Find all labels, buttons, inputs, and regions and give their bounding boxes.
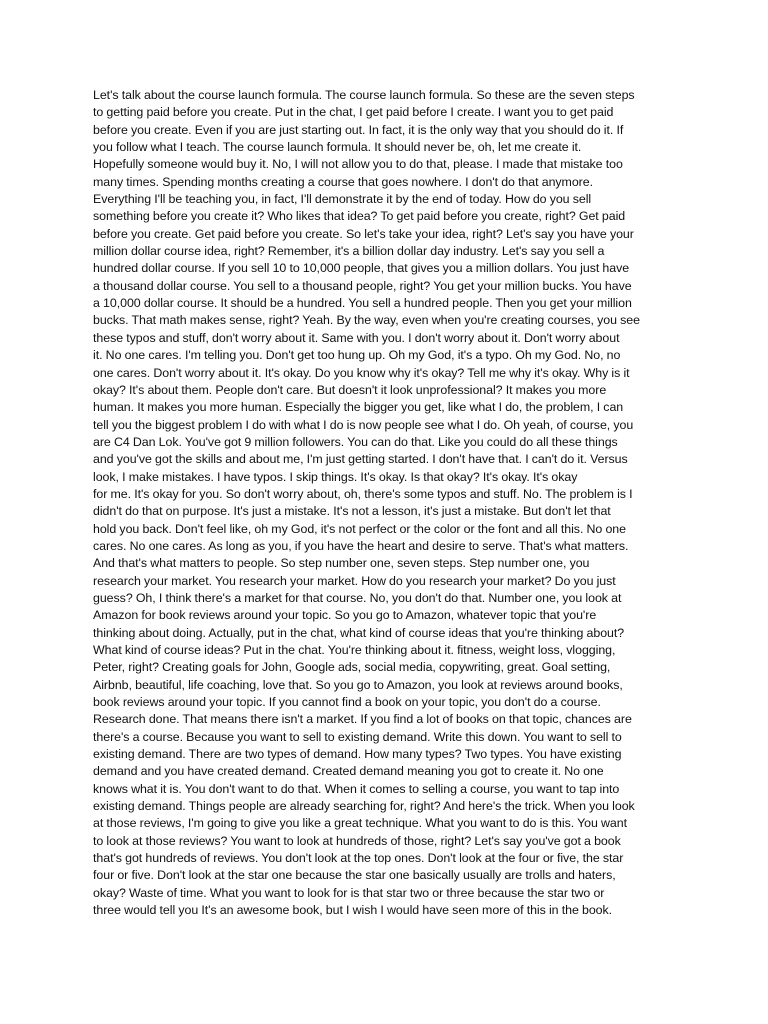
transcript-line: thinking about doing. Actually, put in the chat, what kind of course ideas that you're thinking about? (93, 625, 625, 640)
transcript-line: are C4 Dan Lok. You've got 9 million followers. You can do that. Like you could do all these things (93, 434, 618, 449)
transcript-line: there's a course. Because you want to sell to existing demand. Write this down. You want to sell to (93, 729, 622, 744)
transcript-line: And that's what matters to people. So step number one, seven steps. Step number one, you (93, 556, 590, 571)
transcript-line: hold you back. Don't feel like, oh my God, it's not perfect or the color or the font and all this. No one (93, 521, 626, 536)
transcript-line: What kind of course ideas? Put in the chat. You're thinking about it. fitness, weight loss, vlogging, (93, 643, 616, 657)
transcript-line: research your market. You research your market. How do you research your market? Do you just (93, 573, 616, 588)
transcript-line: three would tell you It's an awesome book, but I wish I would have seen more of this in the book. (93, 903, 613, 918)
transcript-line: bucks. That math makes sense, right? Yeah. By the way, even when you're creating courses, you see (93, 313, 640, 328)
transcript-line: four or five. Don't look at the star one because the star one basically usually are trolls and haters, (93, 868, 616, 883)
transcript-line: many times. Spending months creating a course that goes nowhere. I don't do that anymore. (93, 174, 593, 189)
transcript-line: at those reviews, I'm going to give you like a great technique. What you want to do is this. You want (93, 816, 627, 831)
transcript-line: okay? It's about them. People don't care. But doesn't it look unprofessional? It makes you more (93, 382, 607, 397)
transcript-line: for me. It's okay for you. So don't worry about, oh, there's some typos and stuff. No. The problem is I (93, 486, 633, 501)
transcript-line: didn't do that on purpose. It's just a mistake. It's not a lesson, it's just a mistake. But don't let that (93, 504, 611, 519)
transcript-line: Let's talk about the course launch formula. The course launch formula. So these are the seven steps (93, 88, 635, 102)
transcript-line: human. It makes you more human. Especially the bigger you get, like what I do, the problem, I can (93, 400, 624, 415)
transcript-paragraph (93, 87, 677, 920)
transcript-line: existing demand. Things people are already searching for, right? And here's the trick. When you look (93, 799, 635, 814)
document-page (93, 87, 677, 920)
transcript-line: these typos and stuff, don't worry about it. Same with you. I don't worry about it. Don't worry about (93, 330, 620, 345)
transcript-line: Peter, right? Creating goals for John, Google ads, social media, copywriting, great. Goal setting, (93, 660, 611, 675)
transcript-line: one cares. Don't worry about it. It's okay. Do you know why it's okay? Tell me why it's okay. Why is it (93, 365, 630, 380)
transcript-line: knows what it is. You don't want to do that. When it comes to selling a course, you want to tap into (93, 781, 620, 796)
transcript-line: to getting paid before you create. Put in the chat, I get paid before I create. I want you to get paid (93, 105, 614, 120)
transcript-line: look, I make mistakes. I have typos. I skip things. It's okay. Is that okay? It's okay. It's okay (93, 469, 578, 484)
transcript-line: okay? Waste of time. What you want to look for is that star two or three because the star two or (93, 885, 605, 900)
transcript-line: before you create. Get paid before you create. So let's take your idea, right? Let's say you have your (93, 226, 634, 241)
transcript-line: Airbnb, beautiful, life coaching, love that. So you go to Amazon, you look at reviews around books, (93, 677, 623, 692)
transcript-line: Everything I'll be teaching you, in fact, I'll demonstrate it by the end of today. How do you sell (93, 192, 592, 207)
transcript-line: you follow what I teach. The course launch formula. It should never be, oh, let me create it. (93, 140, 582, 155)
transcript-line: Research done. That means there isn't a market. If you find a lot of books on that topic, chances are (93, 712, 632, 727)
transcript-line: Hopefully someone would buy it. No, I will not allow you to do that, please. I made that mistake too (93, 157, 623, 172)
transcript-line: to look at those reviews? You want to look at hundreds of those, right? Let's say you've got a book (93, 833, 621, 848)
transcript-line: that's got hundreds of reviews. You don't look at the top ones. Don't look at the four or five, the star (93, 851, 624, 866)
transcript-line: something before you create it? Who likes that idea? To get paid before you create, right? Get paid (93, 209, 626, 224)
transcript-line: it. No one cares. I'm telling you. Don't get too hung up. Oh my God, it's a typo. Oh my God. No, no (93, 348, 621, 363)
transcript-line: million dollar course idea, right? Remember, it's a billion dollar day industry. Let's say you sell a (93, 244, 605, 259)
transcript-line: Amazon for book reviews around your topic. So you go to Amazon, whatever topic that you're (93, 608, 597, 623)
transcript-line: before you create. Even if you are just starting out. In fact, it is the only way that you should do it. If (93, 122, 624, 137)
transcript-line: cares. No one cares. As long as you, if you have the heart and desire to serve. That's what matters. (93, 538, 629, 553)
transcript-line: demand and you have created demand. Created demand meaning you got to create it. No one (93, 764, 604, 779)
transcript-line: a 10,000 dollar course. It should be a hundred. You sell a hundred people. Then you get your million (93, 296, 632, 311)
transcript-line: guess? Oh, I think there's a market for that course. No, you don't do that. Number one, you look at (93, 590, 622, 605)
transcript-line: existing demand. There are two types of demand. How many types? Two types. You have existing (93, 747, 622, 762)
transcript-line: hundred dollar course. If you sell 10 to 10,000 people, that gives you a million dollars. You just have (93, 261, 630, 276)
transcript-line: and you've got the skills and about me, I'm just getting started. I don't have that. I can't do it. Versus (93, 452, 628, 467)
transcript-line: tell you the biggest problem I do with what I do is now people see what I do. Oh yeah, of course, you (93, 417, 634, 432)
transcript-line: a thousand dollar course. You sell to a thousand people, right? You get your million bucks. You have (93, 278, 632, 293)
transcript-line: book reviews around your topic. If you cannot find a book on your topic, you don't do a course. (93, 695, 601, 710)
